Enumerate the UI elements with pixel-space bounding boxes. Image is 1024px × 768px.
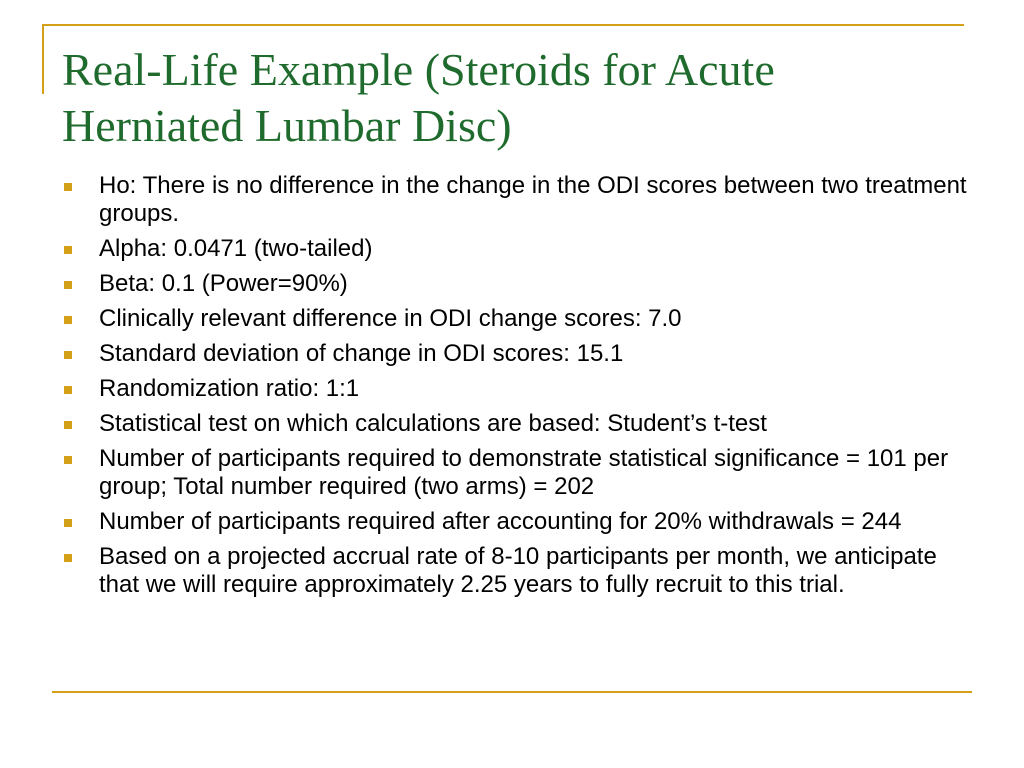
frame-left-line — [42, 24, 44, 94]
bullet-item — [62, 410, 972, 438]
square-bullet-icon — [64, 421, 72, 429]
bullet-list — [62, 172, 972, 606]
bullet-item — [62, 375, 972, 403]
bullet-text: Number of participants required after accounting for 20% withdrawals = 244 — [99, 508, 902, 535]
square-bullet-icon — [64, 183, 72, 191]
frame-bottom-line — [52, 691, 972, 693]
bullet-text: Standard deviation of change in ODI scores: 15.1 — [99, 340, 624, 367]
bullet-item — [62, 270, 972, 298]
bullet-text: Ho: There is no difference in the change in the ODI scores between two treatment groups. — [99, 172, 967, 227]
bullet-text: Clinically relevant difference in ODI change scores: 7.0 — [99, 305, 682, 332]
bullet-item — [62, 172, 972, 228]
bullet-text: Statistical test on which calculations are based: Student’s t-test — [99, 410, 767, 437]
bullet-text: Number of participants required to demonstrate statistical significance = 101 per group; Total number required (two arms) = 202 — [99, 445, 949, 500]
bullet-text: Beta: 0.1 (Power=90%) — [99, 270, 348, 297]
bullet-text: Based on a projected accrual rate of 8-10 participants per month, we anticipate that we will require approximately 2.25 years to fully recruit to this trial. — [99, 543, 937, 598]
square-bullet-icon — [64, 519, 72, 527]
bullet-item — [62, 235, 972, 263]
slide-title: Real-Life Example (Steroids for Acute Herniated Lumbar Disc) — [62, 44, 775, 151]
frame-top-line — [42, 24, 964, 26]
square-bullet-icon — [64, 351, 72, 359]
bullet-item — [62, 305, 972, 333]
square-bullet-icon — [64, 281, 72, 289]
square-bullet-icon — [64, 316, 72, 324]
bullet-text: Alpha: 0.0471 (two-tailed) — [99, 235, 373, 262]
bullet-item — [62, 445, 972, 501]
square-bullet-icon — [64, 386, 72, 394]
square-bullet-icon — [64, 456, 72, 464]
bullet-item — [62, 340, 972, 368]
square-bullet-icon — [64, 246, 72, 254]
bullet-item — [62, 543, 972, 599]
bullet-item — [62, 508, 972, 536]
square-bullet-icon — [64, 554, 72, 562]
bullet-text: Randomization ratio: 1:1 — [99, 375, 360, 402]
